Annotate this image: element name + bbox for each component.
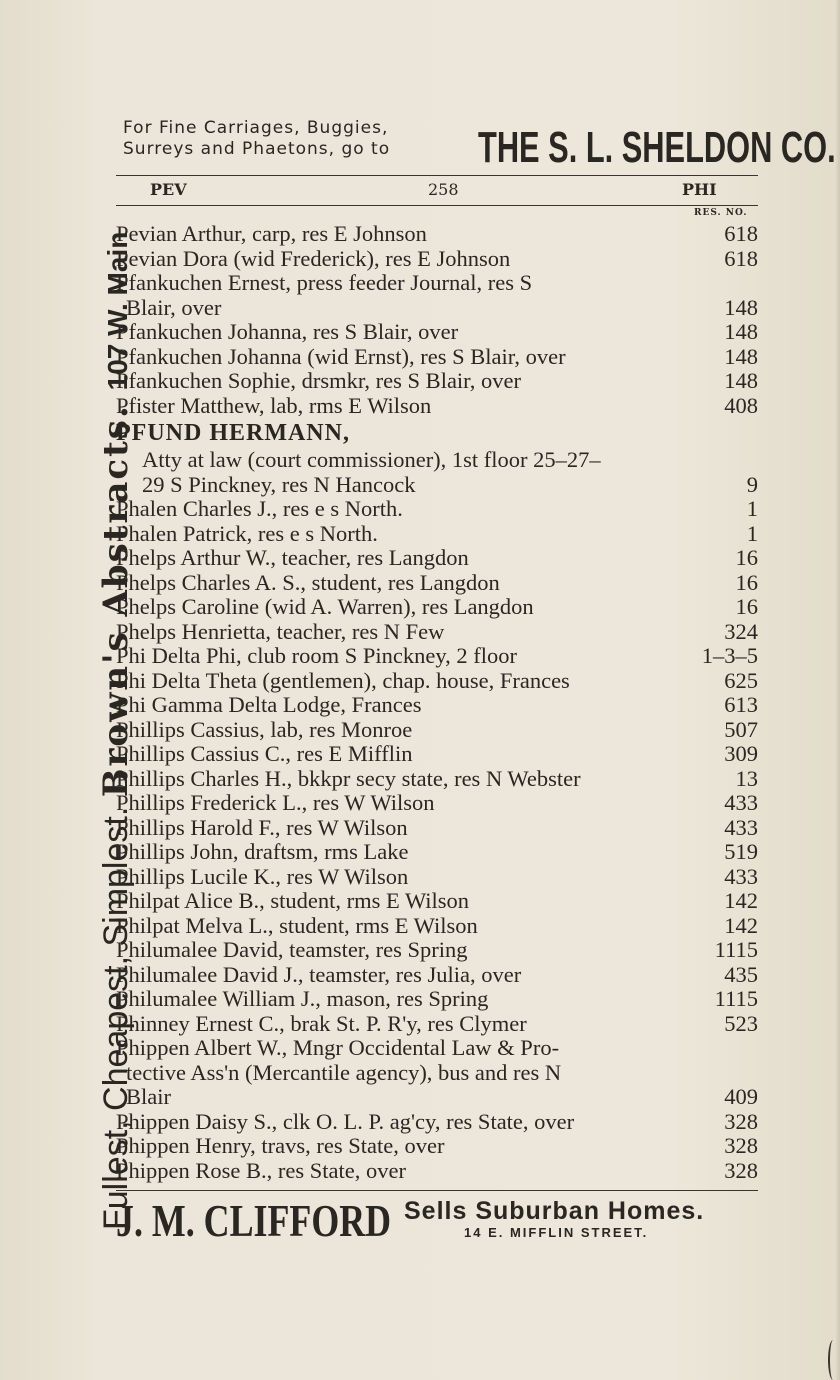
- entry-name: Phi Gamma Delta Lodge, Frances: [116, 692, 422, 717]
- bottom-ad-tagline: Sells Suburban Homes.: [404, 1197, 705, 1225]
- directory-entry: [116, 571, 760, 596]
- directory-entry: [116, 865, 760, 890]
- entry-name: Phippen Rose B., res State, over: [116, 1157, 406, 1183]
- residence-number: 16: [735, 545, 758, 570]
- residence-number: 148: [724, 368, 758, 393]
- directory-entry: [116, 963, 760, 988]
- entry-name: Phillips Charles H., bkkpr secy state, res N Webster: [116, 765, 581, 791]
- directory-entry: [116, 644, 760, 669]
- residence-number: 1: [746, 520, 758, 546]
- entry-name: Phalen Charles J., res e s North.: [116, 496, 403, 521]
- directory-heading: [116, 418, 760, 448]
- directory-entry: [116, 394, 760, 419]
- residence-number: 507: [724, 716, 758, 742]
- header-left-key: PEV: [150, 180, 187, 199]
- top-advertisement: [123, 118, 836, 172]
- entry-name: Phi Delta Theta (gentlemen), chap. house, Frances: [116, 667, 570, 693]
- entry-name: Pfister Matthew, lab, rms E Wilson: [116, 392, 432, 418]
- entry-name: Phinney Ernest C., brak St. P. R'y, res Clymer: [116, 1010, 527, 1036]
- residence-number: 1: [746, 496, 758, 521]
- residence-number: 16: [735, 569, 758, 595]
- entry-name: Phalen Patrick, res e s North.: [116, 520, 378, 546]
- residence-number: 618: [724, 221, 758, 246]
- residence-number: 328: [724, 1108, 758, 1134]
- entry-name: Atty at law (court commissioner), 1st floor 25–27–: [142, 447, 601, 472]
- res-no-label: RES. NO.: [694, 208, 748, 218]
- directory-entry: [116, 840, 760, 865]
- entry-name: Blair: [126, 1084, 171, 1109]
- directory-entry: [116, 546, 760, 571]
- entry-name: Philpat Melva L., student, rms E Wilson: [116, 912, 478, 938]
- entry-name: Pfankuchen Sophie, drsmkr, res S Blair, over: [116, 368, 521, 393]
- directory-entry: [116, 1085, 760, 1110]
- bottom-ad-name: J. M. CLIFFORD: [116, 1195, 392, 1246]
- residence-number: 328: [724, 1133, 758, 1158]
- entry-name: Phippen Daisy S., clk O. L. P. ag'cy, res State, over: [116, 1108, 575, 1134]
- spine-address: 107 W. Main: [102, 231, 133, 391]
- directory-entry: [116, 1110, 760, 1135]
- residence-number: 142: [724, 888, 758, 913]
- entry-name: Phelps Caroline (wid A. Warren), res Langdon: [116, 594, 534, 619]
- residence-number: 519: [724, 839, 758, 864]
- residence-number: 433: [724, 814, 758, 840]
- entry-name: Pevian Dora (wid Frederick), res E Johnson: [116, 245, 511, 271]
- directory-entry: [116, 296, 760, 321]
- residence-number: 324: [724, 618, 758, 644]
- entry-name: Phillips Lucile K., res W Wilson: [116, 863, 409, 889]
- directory-entry: [116, 1012, 760, 1037]
- directory-entry: [116, 914, 760, 939]
- entry-name: Philumalee David J., teamster, res Julia, over: [116, 961, 522, 987]
- residence-number: 409: [724, 1084, 758, 1109]
- directory-entry: [116, 1134, 760, 1159]
- page-number: 258: [428, 180, 459, 199]
- directory-list: [116, 222, 760, 1183]
- entry-name: Phillips Cassius, lab, res Monroe: [116, 716, 413, 742]
- directory-entry: [116, 522, 760, 547]
- entry-name: 29 S Pinckney, res N Hancock: [142, 471, 416, 497]
- entry-name: Philpat Alice B., student, rms E Wilson: [116, 888, 470, 913]
- residence-number: 1–3–5: [701, 643, 758, 668]
- directory-entry: [116, 767, 760, 792]
- directory-entry: [116, 369, 760, 394]
- directory-entry: [116, 271, 760, 296]
- residence-number: 523: [724, 1010, 758, 1036]
- residence-number: 433: [724, 790, 758, 815]
- directory-entry: [116, 742, 760, 767]
- residence-number: 13: [735, 765, 758, 791]
- spine-brand: Brown's Abstracts.: [96, 390, 136, 798]
- residence-number: 9: [746, 471, 758, 497]
- directory-entry: [116, 320, 760, 345]
- directory-entry: [116, 497, 760, 522]
- header-right-key: PHI: [682, 180, 717, 199]
- directory-entry: [116, 693, 760, 718]
- entry-name: Phippen Henry, travs, res State, over: [116, 1133, 445, 1158]
- residence-number: 1115: [714, 986, 758, 1011]
- residence-number: 142: [724, 912, 758, 938]
- residence-number: 613: [724, 692, 758, 717]
- top-ad-company: THE S. L. SHELDON CO.: [478, 123, 836, 172]
- entry-name: Pevian Arthur, carp, res E Johnson: [116, 221, 427, 246]
- residence-number: 309: [724, 741, 758, 766]
- header-bottom-rule: [116, 205, 758, 206]
- entry-name: Phelps Charles A. S., student, res Langdon: [116, 569, 500, 595]
- top-ad-line2: Surreys and Phaetons, go to: [123, 139, 391, 159]
- entry-name: Pfankuchen Johanna (wid Ernst), res S Blair, over: [116, 343, 566, 369]
- top-ad-text: [123, 118, 390, 160]
- residence-number: 328: [724, 1157, 758, 1183]
- directory-entry: [116, 1061, 760, 1086]
- entry-name: PFUND HERMANN,: [116, 420, 350, 446]
- entry-name: Pfankuchen Ernest, press feeder Journal, res S: [116, 270, 533, 295]
- entry-name: Philumalee William J., mason, res Spring: [116, 986, 489, 1011]
- directory-entry: [116, 987, 760, 1012]
- residence-number: 408: [724, 392, 758, 418]
- residence-number: 625: [724, 667, 758, 693]
- directory-entry: [116, 889, 760, 914]
- directory-entry: [116, 1036, 760, 1061]
- page-header: [116, 180, 720, 200]
- residence-number: 148: [724, 343, 758, 369]
- entry-name: Phillips Cassius C., res E Mifflin: [116, 741, 413, 766]
- directory-entry: [116, 938, 760, 963]
- entry-name: Phippen Albert W., Mngr Occidental Law & Pro-: [116, 1035, 560, 1060]
- directory-entry: [116, 345, 760, 370]
- directory-entry: [116, 620, 760, 645]
- residence-number: 148: [724, 319, 758, 344]
- entry-name: Phelps Arthur W., teacher, res Langdon: [116, 545, 469, 570]
- residence-number: 16: [735, 594, 758, 619]
- directory-entry: [116, 816, 760, 841]
- residence-number: 618: [724, 245, 758, 271]
- entry-name: Phillips John, draftsm, rms Lake: [116, 839, 409, 864]
- directory-entry: [116, 222, 760, 247]
- page-edge-mark: [828, 1340, 838, 1380]
- directory-entry: [116, 473, 760, 498]
- bottom-advertisement: [116, 1196, 760, 1246]
- directory-entry: [116, 669, 760, 694]
- entry-name: Phelps Henrietta, teacher, res N Few: [116, 618, 445, 644]
- directory-entry: [116, 448, 760, 473]
- residence-number: 148: [724, 294, 758, 320]
- top-ad-line1: For Fine Carriages, Buggies,: [123, 118, 389, 138]
- directory-entry: [116, 718, 760, 743]
- residence-number: 433: [724, 863, 758, 889]
- bottom-ad-address: 14 E. MIFFLIN STREET.: [464, 1225, 649, 1240]
- entry-name: Phillips Harold F., res W Wilson: [116, 814, 408, 840]
- entry-name: Phi Delta Phi, club room S Pinckney, 2 floor: [116, 643, 518, 668]
- directory-entry: [116, 247, 760, 272]
- page-edge: [834, 0, 840, 1380]
- entry-name: Pfankuchen Johanna, res S Blair, over: [116, 319, 459, 344]
- entry-name: Blair, over: [126, 294, 222, 320]
- header-top-rule: [116, 175, 758, 176]
- footer-rule: [116, 1190, 758, 1191]
- directory-entry: [116, 791, 760, 816]
- directory-entry: [116, 595, 760, 620]
- entry-name: Philumalee David, teamster, res Spring: [116, 937, 468, 962]
- entry-name: tective Ass'n (Mercantile agency), bus and res N: [126, 1059, 562, 1085]
- entry-name: Phillips Frederick L., res W Wilson: [116, 790, 435, 815]
- residence-number: 1115: [714, 937, 758, 962]
- spine-slogan: Fullest, Cheapest, Simplest.: [97, 797, 135, 1230]
- residence-number: 435: [724, 961, 758, 987]
- directory-entry: [116, 1159, 760, 1184]
